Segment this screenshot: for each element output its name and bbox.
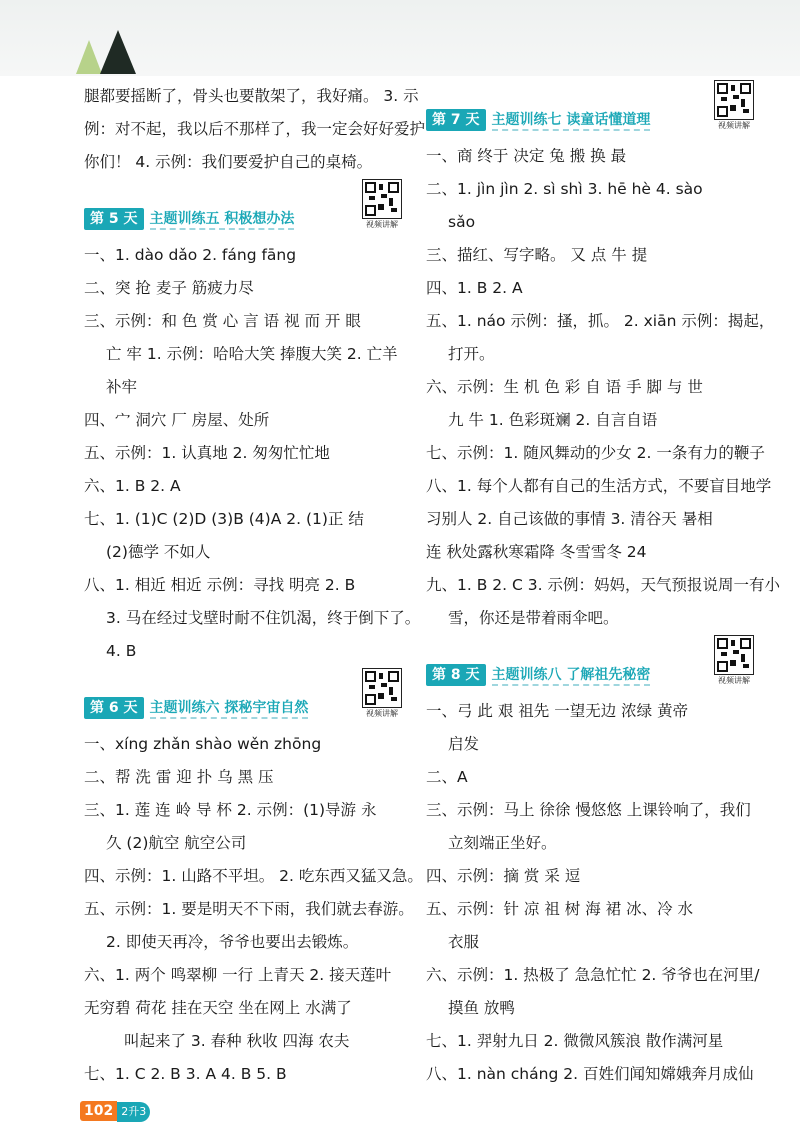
qr-code[interactable] [360,179,404,233]
answer-line: 摸鱼 放鸭 [448,999,515,1017]
answer-line: 三、示例：马上 徐徐 慢悠悠 上课铃响了，我们 [426,801,751,819]
answer-line: 一、1. dào dǎo 2. fáng fāng [84,246,297,264]
answer-line: 四、示例：1. 山路不平坦。 2. 吃东西又猛又急。 [84,867,423,885]
answer-line: 八、1. 每个人都有自己的生活方式，不要盲目地学 [426,477,772,495]
answer-line: 连 秋处露秋寒霜降 冬雪雪冬 24 [426,543,647,561]
answer-line: sǎo [448,213,476,231]
answer-line: 亡 牢 1. 示例：哈哈大笑 捧腹大笑 2. 亡羊 [106,345,398,363]
answer-line: 你们！ 4. 示例：我们要爱护自己的桌椅。 [84,153,373,171]
qr-code[interactable] [712,635,756,689]
answer-line: 五、示例：1. 认真地 2. 匆匆忙忙地 [84,444,330,462]
day-tag: 第 6 天 [84,697,144,719]
answer-line: 三、示例：和 色 赏 心 言 语 视 而 开 眼 [84,312,361,330]
day-tag: 第 5 天 [84,208,144,230]
qr-caption: 视频讲解 [718,676,750,685]
answer-line: 五、示例：1. 要是明天不下雨，我们就去春游。 [84,900,414,918]
answer-line: 六、示例：1. 热极了 急急忙忙 2. 爷爷也在河里/ [426,966,760,984]
answer-line: 二、1. jìn jìn 2. sì shì 3. hē hè 4. sào [426,180,703,198]
day-section-header [426,80,756,140]
answer-line: 启发 [448,735,480,753]
answer-line: 2. 即使天再冷，爷爷也要出去锻炼。 [106,933,359,951]
answer-line: 四、示例：摘 赏 采 逗 [426,867,581,885]
answer-line: 九、1. B 2. C 3. 示例：妈妈，天气预报说周一有小 [426,576,780,594]
day-section-header [84,179,404,239]
answer-line: 七、示例：1. 随风舞动的少女 2. 一条有力的鞭子 [426,444,765,462]
answer-line: 4. B [106,642,137,660]
qr-code-icon [714,80,754,120]
qr-code-icon [362,179,402,219]
answer-line: 二、帮 洗 雷 迎 扑 乌 黑 压 [84,768,274,786]
answer-line: 叫起来了 3. 春种 秋收 四海 农夫 [124,1032,350,1050]
answer-line: 五、示例：针 凉 祖 树 海 裙 冰、冷 水 [426,900,693,918]
top-decoration-band [0,0,800,76]
pine-tree-icon [98,30,138,76]
qr-code[interactable] [712,80,756,134]
day-tag: 第 8 天 [426,664,486,686]
section-title: 主题训练六 探秘宇宙自然 [150,700,309,719]
answer-line: 三、1. 莲 连 岭 导 杯 2. 示例：(1)导游 永 [84,801,377,819]
section-title: 主题训练五 积极想办法 [150,211,295,230]
day-tag: 第 7 天 [426,109,486,131]
qr-code-icon [362,668,402,708]
answer-line: 无穷碧 荷花 挂在天空 坐在网上 水满了 [84,999,352,1017]
answer-line: 六、1. 两个 鸣翠柳 一行 上青天 2. 接天莲叶 [84,966,392,984]
answer-line: 二、突 抢 麦子 筋疲力尽 [84,279,254,297]
section-title: 主题训练八 了解祖先秘密 [492,667,651,686]
section-title: 主题训练七 读童话懂道理 [492,112,651,131]
answer-line: 七、1. (1)C (2)D (3)B (4)A 2. (1)正 结 [84,510,364,528]
answer-line: 久 (2)航空 航空公司 [106,834,247,852]
answer-line: 六、示例：生 机 色 彩 自 语 手 脚 与 世 [426,378,703,396]
answer-line: 九 牛 1. 色彩斑斓 2. 自言自语 [448,411,658,429]
answer-line: 打开。 [448,345,495,363]
answer-line: 例：对不起，我以后不那样了，我一定会好好爱护 [84,120,426,138]
answer-line: 二、A [426,768,468,786]
answer-line: 腿都要摇断了，骨头也要散架了，我好痛。 3. 示 [84,87,419,105]
day-section-header [426,635,756,695]
series-label: 2升3 [117,1102,150,1122]
answer-line: 一、xíng zhǎn shào wěn zhōng [84,735,322,753]
day-section-header [84,668,404,728]
answer-line: 八、1. nàn cháng 2. 百姓们闻知嫦娥奔月成仙 [426,1065,754,1083]
answer-line: 雪，你还是带着雨伞吧。 [448,609,619,627]
answer-line: 四、宀 洞穴 厂 房屋、处所 [84,411,270,429]
answer-line: 七、1. 羿射九日 2. 微微风簇浪 散作满河星 [426,1032,724,1050]
answer-column-left [84,80,426,1091]
qr-caption: 视频讲解 [366,220,398,229]
answer-line: 三、描红、写字略。 又 点 牛 提 [426,246,648,264]
answer-line: (2)德学 不如人 [106,543,211,561]
qr-caption: 视频讲解 [718,121,750,130]
qr-code[interactable] [360,668,404,722]
answer-line: 一、商 终于 决定 兔 搬 换 最 [426,147,627,165]
answer-line: 七、1. C 2. B 3. A 4. B 5. B [84,1065,287,1083]
answer-line: 习别人 2. 自己该做的事情 3. 清谷天 暑相 [426,510,713,528]
page-number: 102 [80,1101,117,1121]
answer-line: 四、1. B 2. A [426,279,523,297]
answer-line: 3. 马在经过戈壁时耐不住饥渴，终于倒下了。 [106,609,421,627]
answer-line: 衣服 [448,933,480,951]
answer-line: 六、1. B 2. A [84,477,181,495]
answer-line: 五、1. náo 示例：搔，抓。 2. xiān 示例：揭起， [426,312,775,330]
answer-line: 八、1. 相近 相近 示例：寻找 明亮 2. B [84,576,356,594]
answer-column-right [426,80,780,1091]
qr-code-icon [714,635,754,675]
answer-line: 立刻端正坐好。 [448,834,557,852]
page-number-badge [80,1100,150,1120]
answer-line: 一、弓 此 艰 祖先 一望无边 浓绿 黄帝 [426,702,689,720]
answer-line: 补牢 [106,378,138,396]
qr-caption: 视频讲解 [366,709,398,718]
